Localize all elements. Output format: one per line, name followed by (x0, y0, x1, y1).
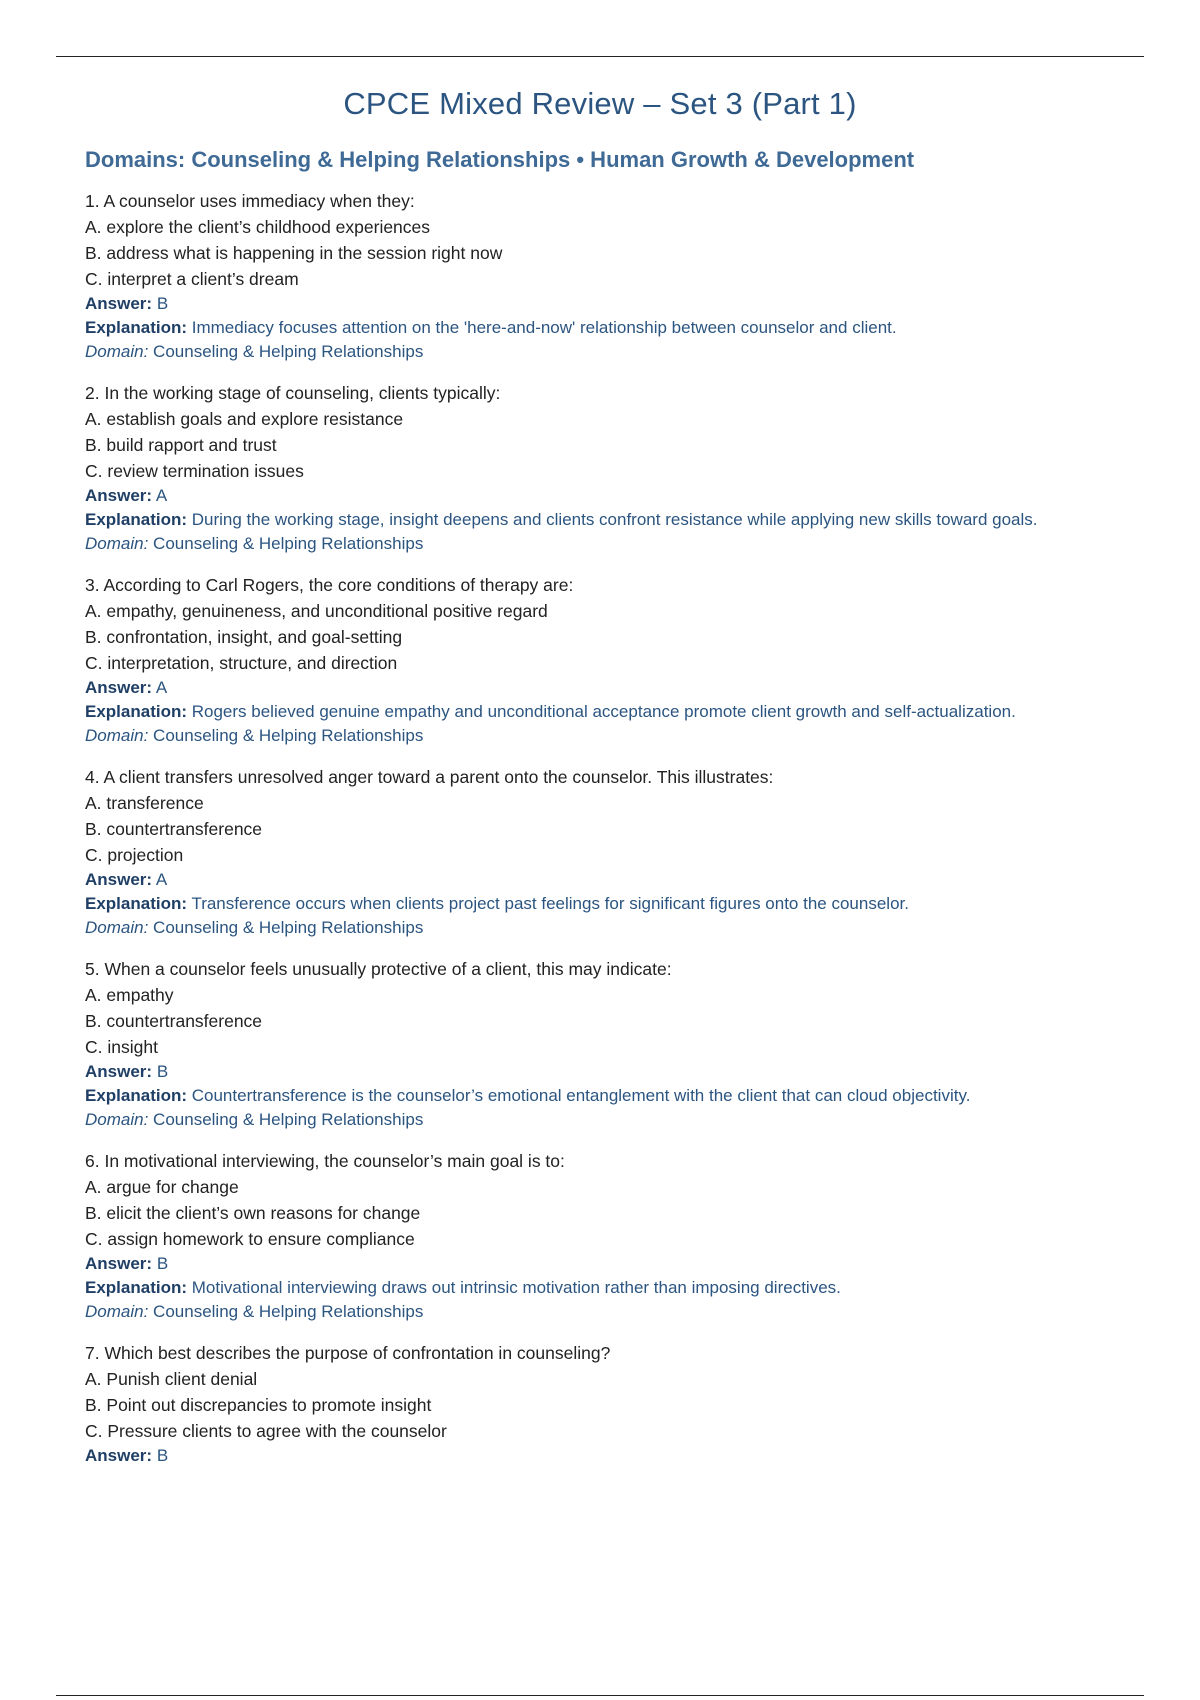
domain-value: Counseling & Helping Relationships (153, 918, 424, 937)
answer-line (85, 1252, 1135, 1276)
question-list (85, 188, 1135, 1484)
bottom-rule (56, 1695, 1144, 1696)
explanation-text: Motivational interviewing draws out intrinsic motivation rather than imposing directives. (191, 1278, 841, 1297)
answer-label: Answer: (85, 678, 153, 697)
question-6 (85, 1148, 1135, 1324)
question-5 (85, 956, 1135, 1132)
option-c: C. Pressure clients to agree with the counselor (85, 1421, 447, 1441)
answer-value: B (156, 1062, 169, 1081)
question-stem: 5. When a counselor feels unusually protective of a client, this may indicate: (85, 959, 672, 979)
answer-label: Answer: (85, 294, 153, 313)
option-c: C. review termination issues (85, 461, 304, 481)
domain-value: Counseling & Helping Relationships (153, 1302, 424, 1321)
option-a: A. empathy (85, 985, 174, 1005)
explanation-text: Transference occurs when clients project past feelings for significant figures onto the counselor. (191, 894, 909, 913)
option-a: A. empathy, genuineness, and unconditional positive regard (85, 601, 548, 621)
option-a: A. Punish client denial (85, 1369, 258, 1389)
explanation-text: Rogers believed genuine empathy and unconditional acceptance promote client growth and self-actualization. (191, 702, 1016, 721)
answer-value: B (156, 294, 169, 313)
explanation-line (85, 892, 1135, 916)
option-a: A. transference (85, 793, 204, 813)
option-c: C. interpretation, structure, and direction (85, 653, 398, 673)
question-stem: 6. In motivational interviewing, the counselor’s main goal is to: (85, 1151, 565, 1171)
domain-line (85, 1108, 1135, 1132)
explanation-label: Explanation: (85, 1278, 188, 1297)
option-b: B. confrontation, insight, and goal-setting (85, 627, 403, 647)
option-c: C. assign homework to ensure compliance (85, 1229, 415, 1249)
answer-value: A (155, 870, 168, 889)
option-a: A. explore the client’s childhood experiences (85, 217, 431, 237)
domain-line (85, 340, 1135, 364)
domain-value: Counseling & Helping Relationships (153, 726, 424, 745)
explanation-text: During the working stage, insight deepens and clients confront resistance while applying new skills toward goals. (191, 510, 1038, 529)
domain-label: Domain: (85, 342, 149, 361)
domain-line (85, 532, 1135, 556)
top-rule (56, 56, 1144, 57)
explanation-label: Explanation: (85, 702, 188, 721)
explanation-text: Immediacy focuses attention on the 'here-and-now' relationship between counselor and client. (191, 318, 897, 337)
explanation-line (85, 700, 1135, 724)
option-c: C. projection (85, 845, 184, 865)
answer-line (85, 484, 1135, 508)
explanation-line (85, 316, 1135, 340)
domain-value: Counseling & Helping Relationships (153, 1110, 424, 1129)
option-b: B. address what is happening in the session right now (85, 243, 503, 263)
answer-value: B (156, 1254, 169, 1273)
domain-line (85, 724, 1135, 748)
option-b: B. countertransference (85, 819, 263, 839)
option-b: B. Point out discrepancies to promote insight (85, 1395, 432, 1415)
question-stem: 1. A counselor uses immediacy when they: (85, 191, 415, 211)
explanation-label: Explanation: (85, 510, 188, 529)
question-7 (85, 1340, 1135, 1468)
option-c: C. interpret a client’s dream (85, 269, 299, 289)
explanation-line (85, 1084, 1135, 1108)
option-b: B. elicit the client’s own reasons for change (85, 1203, 421, 1223)
domain-label: Domain: (85, 918, 149, 937)
domains-header: Domains: Counseling & Helping Relationships • Human Growth & Development (85, 147, 915, 172)
domain-line (85, 1300, 1135, 1324)
question-stem: 3. According to Carl Rogers, the core conditions of therapy are: (85, 575, 574, 595)
option-b: B. build rapport and trust (85, 435, 277, 455)
answer-label: Answer: (85, 1062, 153, 1081)
answer-line (85, 1444, 1135, 1468)
answer-line (85, 292, 1135, 316)
question-stem: 2. In the working stage of counseling, clients typically: (85, 383, 501, 403)
option-b: B. countertransference (85, 1011, 263, 1031)
question-stem: 4. A client transfers unresolved anger toward a parent onto the counselor. This illustrates: (85, 767, 774, 787)
answer-line (85, 676, 1135, 700)
answer-value: A (155, 486, 168, 505)
option-a: A. argue for change (85, 1177, 239, 1197)
option-c: C. insight (85, 1037, 158, 1057)
question-2 (85, 380, 1135, 556)
answer-line (85, 868, 1135, 892)
domain-label: Domain: (85, 1110, 149, 1129)
answer-value: B (156, 1446, 169, 1465)
explanation-text: Countertransference is the counselor’s emotional entanglement with the client that can cloud objectivity. (191, 1086, 971, 1105)
explanation-line (85, 1276, 1135, 1300)
explanation-line (85, 508, 1135, 532)
explanation-label: Explanation: (85, 318, 188, 337)
answer-label: Answer: (85, 486, 153, 505)
domain-label: Domain: (85, 534, 149, 553)
page-title: CPCE Mixed Review – Set 3 (Part 1) (343, 86, 857, 121)
answer-value: A (155, 678, 168, 697)
domain-value: Counseling & Helping Relationships (153, 342, 424, 361)
question-1 (85, 188, 1135, 364)
answer-label: Answer: (85, 1446, 153, 1465)
answer-label: Answer: (85, 870, 153, 889)
question-stem: 7. Which best describes the purpose of confrontation in counseling? (85, 1343, 611, 1363)
answer-label: Answer: (85, 1254, 153, 1273)
option-a: A. establish goals and explore resistance (85, 409, 404, 429)
domain-line (85, 916, 1135, 940)
answer-line (85, 1060, 1135, 1084)
explanation-label: Explanation: (85, 894, 188, 913)
question-4 (85, 764, 1135, 940)
domain-label: Domain: (85, 726, 149, 745)
question-3 (85, 572, 1135, 748)
domain-label: Domain: (85, 1302, 149, 1321)
explanation-label: Explanation: (85, 1086, 188, 1105)
domain-value: Counseling & Helping Relationships (153, 534, 424, 553)
